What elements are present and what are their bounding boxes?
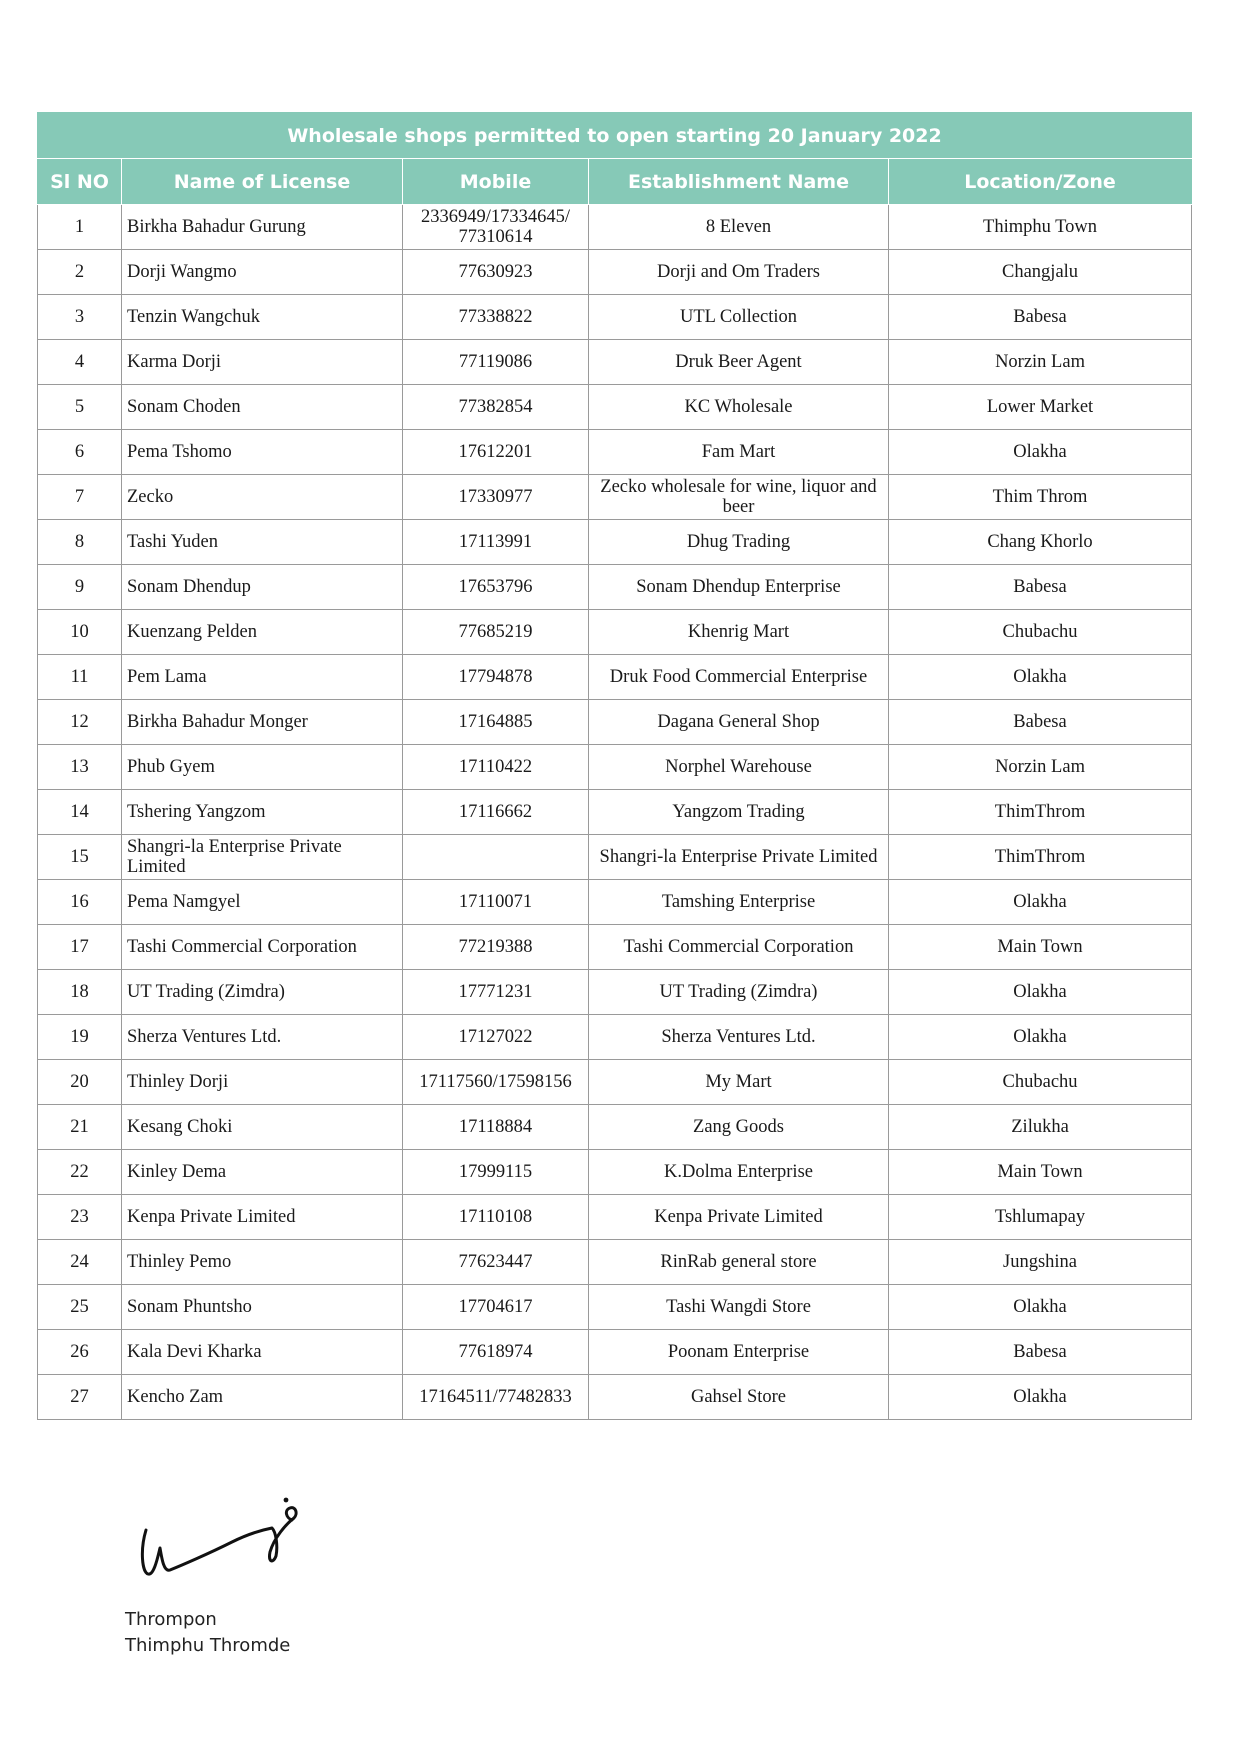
cell-name-of-license: Phub Gyem bbox=[122, 745, 403, 790]
cell-establishment-name: Zecko wholesale for wine, liquor and beer bbox=[589, 475, 889, 520]
cell-location-zone: Olakha bbox=[889, 1285, 1192, 1330]
cell-mobile: 77219388 bbox=[403, 925, 589, 970]
cell-location-zone: Main Town bbox=[889, 1150, 1192, 1195]
cell-mobile: 17110071 bbox=[403, 880, 589, 925]
cell-establishment-name: Poonam Enterprise bbox=[589, 1330, 889, 1375]
cell-mobile: 17164885 bbox=[403, 700, 589, 745]
cell-name-of-license: Kenpa Private Limited bbox=[122, 1195, 403, 1240]
cell-location-zone: Babesa bbox=[889, 700, 1192, 745]
cell-sl-no: 1 bbox=[38, 205, 122, 250]
cell-sl-no: 19 bbox=[38, 1015, 122, 1060]
cell-location-zone: Changjalu bbox=[889, 250, 1192, 295]
header-location-zone: Location/Zone bbox=[889, 159, 1192, 205]
table-row bbox=[38, 385, 1192, 430]
cell-mobile: 17110108 bbox=[403, 1195, 589, 1240]
cell-location-zone: Zilukha bbox=[889, 1105, 1192, 1150]
cell-sl-no: 15 bbox=[38, 835, 122, 880]
cell-sl-no: 25 bbox=[38, 1285, 122, 1330]
cell-sl-no: 10 bbox=[38, 610, 122, 655]
header-mobile: Mobile bbox=[403, 159, 589, 205]
cell-establishment-name: Sonam Dhendup Enterprise bbox=[589, 565, 889, 610]
cell-establishment-name: Tashi Wangdi Store bbox=[589, 1285, 889, 1330]
cell-name-of-license: Sonam Dhendup bbox=[122, 565, 403, 610]
cell-establishment-name: Tashi Commercial Corporation bbox=[589, 925, 889, 970]
cell-sl-no: 26 bbox=[38, 1330, 122, 1375]
table-title-row bbox=[38, 113, 1192, 159]
cell-establishment-name: Druk Beer Agent bbox=[589, 340, 889, 385]
cell-sl-no: 3 bbox=[38, 295, 122, 340]
cell-location-zone: Jungshina bbox=[889, 1240, 1192, 1285]
cell-name-of-license: Kala Devi Kharka bbox=[122, 1330, 403, 1375]
cell-location-zone: Chubachu bbox=[889, 1060, 1192, 1105]
table-row bbox=[38, 970, 1192, 1015]
cell-location-zone: Olakha bbox=[889, 1375, 1192, 1420]
header-establishment-name: Establishment Name bbox=[589, 159, 889, 205]
cell-establishment-name: Zang Goods bbox=[589, 1105, 889, 1150]
cell-sl-no: 23 bbox=[38, 1195, 122, 1240]
cell-sl-no: 24 bbox=[38, 1240, 122, 1285]
signatory-office: Thimphu Thromde bbox=[125, 1635, 291, 1656]
cell-name-of-license: Shangri-la Enterprise Private Limited bbox=[122, 835, 403, 880]
cell-sl-no: 21 bbox=[38, 1105, 122, 1150]
table-row bbox=[38, 1015, 1192, 1060]
cell-name-of-license: Thinley Pemo bbox=[122, 1240, 403, 1285]
cell-location-zone: Norzin Lam bbox=[889, 745, 1192, 790]
table-row bbox=[38, 700, 1192, 745]
cell-mobile: 77382854 bbox=[403, 385, 589, 430]
cell-location-zone: Olakha bbox=[889, 655, 1192, 700]
table-row bbox=[38, 1240, 1192, 1285]
cell-mobile: 77119086 bbox=[403, 340, 589, 385]
cell-mobile: 17794878 bbox=[403, 655, 589, 700]
cell-mobile bbox=[403, 835, 589, 880]
cell-mobile: 17704617 bbox=[403, 1285, 589, 1330]
table-row bbox=[38, 430, 1192, 475]
table-row bbox=[38, 520, 1192, 565]
header-name-of-license: Name of License bbox=[122, 159, 403, 205]
cell-sl-no: 14 bbox=[38, 790, 122, 835]
cell-mobile: 2336949/17334645/ 77310614 bbox=[403, 205, 589, 250]
cell-sl-no: 4 bbox=[38, 340, 122, 385]
cell-establishment-name: My Mart bbox=[589, 1060, 889, 1105]
cell-mobile: 17117560/17598156 bbox=[403, 1060, 589, 1105]
cell-name-of-license: Tashi Commercial Corporation bbox=[122, 925, 403, 970]
cell-establishment-name: Fam Mart bbox=[589, 430, 889, 475]
cell-sl-no: 20 bbox=[38, 1060, 122, 1105]
cell-sl-no: 13 bbox=[38, 745, 122, 790]
cell-mobile: 17164511/77482833 bbox=[403, 1375, 589, 1420]
table-title: Wholesale shops permitted to open starting 20 January 2022 bbox=[38, 113, 1192, 159]
cell-establishment-name: Dhug Trading bbox=[589, 520, 889, 565]
cell-location-zone: Olakha bbox=[889, 970, 1192, 1015]
table-row bbox=[38, 610, 1192, 655]
cell-name-of-license: Pema Tshomo bbox=[122, 430, 403, 475]
cell-sl-no: 11 bbox=[38, 655, 122, 700]
cell-sl-no: 5 bbox=[38, 385, 122, 430]
cell-mobile: 17116662 bbox=[403, 790, 589, 835]
table-row bbox=[38, 1330, 1192, 1375]
cell-location-zone: Chang Khorlo bbox=[889, 520, 1192, 565]
table-row bbox=[38, 745, 1192, 790]
table-body bbox=[38, 205, 1192, 1420]
table-row bbox=[38, 340, 1192, 385]
cell-mobile: 17118884 bbox=[403, 1105, 589, 1150]
cell-sl-no: 18 bbox=[38, 970, 122, 1015]
cell-mobile: 77618974 bbox=[403, 1330, 589, 1375]
cell-name-of-license: Thinley Dorji bbox=[122, 1060, 403, 1105]
cell-establishment-name: Druk Food Commercial Enterprise bbox=[589, 655, 889, 700]
cell-mobile: 17110422 bbox=[403, 745, 589, 790]
cell-mobile: 77685219 bbox=[403, 610, 589, 655]
cell-establishment-name: UT Trading (Zimdra) bbox=[589, 970, 889, 1015]
cell-name-of-license: Birkha Bahadur Gurung bbox=[122, 205, 403, 250]
cell-establishment-name: Yangzom Trading bbox=[589, 790, 889, 835]
cell-name-of-license: Pema Namgyel bbox=[122, 880, 403, 925]
signature-mark bbox=[136, 1490, 316, 1590]
cell-name-of-license: Dorji Wangmo bbox=[122, 250, 403, 295]
signatory-block bbox=[125, 1607, 290, 1659]
table-row bbox=[38, 655, 1192, 700]
cell-mobile: 77623447 bbox=[403, 1240, 589, 1285]
cell-name-of-license: Kesang Choki bbox=[122, 1105, 403, 1150]
cell-location-zone: Olakha bbox=[889, 880, 1192, 925]
table-row bbox=[38, 1150, 1192, 1195]
cell-name-of-license: Sonam Choden bbox=[122, 385, 403, 430]
cell-location-zone: Thim Throm bbox=[889, 475, 1192, 520]
cell-establishment-name: Norphel Warehouse bbox=[589, 745, 889, 790]
table-row bbox=[38, 880, 1192, 925]
table-row bbox=[38, 1195, 1192, 1240]
cell-location-zone: Babesa bbox=[889, 1330, 1192, 1375]
cell-name-of-license: Sonam Phuntsho bbox=[122, 1285, 403, 1330]
cell-mobile: 17127022 bbox=[403, 1015, 589, 1060]
cell-location-zone: ThimThrom bbox=[889, 790, 1192, 835]
cell-name-of-license: Karma Dorji bbox=[122, 340, 403, 385]
cell-location-zone: Babesa bbox=[889, 295, 1192, 340]
table-row bbox=[38, 835, 1192, 880]
table-row bbox=[38, 565, 1192, 610]
cell-establishment-name: Shangri-la Enterprise Private Limited bbox=[589, 835, 889, 880]
cell-sl-no: 7 bbox=[38, 475, 122, 520]
cell-location-zone: Tshlumapay bbox=[889, 1195, 1192, 1240]
cell-establishment-name: Tamshing Enterprise bbox=[589, 880, 889, 925]
cell-location-zone: Babesa bbox=[889, 565, 1192, 610]
cell-name-of-license: Kuenzang Pelden bbox=[122, 610, 403, 655]
cell-establishment-name: UTL Collection bbox=[589, 295, 889, 340]
table-row bbox=[38, 1285, 1192, 1330]
cell-mobile: 17771231 bbox=[403, 970, 589, 1015]
cell-sl-no: 9 bbox=[38, 565, 122, 610]
table-row bbox=[38, 475, 1192, 520]
cell-name-of-license: Kinley Dema bbox=[122, 1150, 403, 1195]
cell-mobile: 17612201 bbox=[403, 430, 589, 475]
table-row bbox=[38, 925, 1192, 970]
table-row bbox=[38, 1375, 1192, 1420]
cell-establishment-name: Khenrig Mart bbox=[589, 610, 889, 655]
cell-sl-no: 12 bbox=[38, 700, 122, 745]
cell-name-of-license: Birkha Bahadur Monger bbox=[122, 700, 403, 745]
table-row bbox=[38, 250, 1192, 295]
cell-sl-no: 22 bbox=[38, 1150, 122, 1195]
cell-establishment-name: Gahsel Store bbox=[589, 1375, 889, 1420]
cell-location-zone: Lower Market bbox=[889, 385, 1192, 430]
header-sl-no: Sl NO bbox=[38, 159, 122, 205]
cell-establishment-name: RinRab general store bbox=[589, 1240, 889, 1285]
cell-location-zone: Thimphu Town bbox=[889, 205, 1192, 250]
cell-location-zone: Olakha bbox=[889, 1015, 1192, 1060]
table-row bbox=[38, 790, 1192, 835]
cell-establishment-name: Dorji and Om Traders bbox=[589, 250, 889, 295]
cell-mobile: 17113991 bbox=[403, 520, 589, 565]
cell-sl-no: 16 bbox=[38, 880, 122, 925]
cell-establishment-name: 8 Eleven bbox=[589, 205, 889, 250]
cell-establishment-name: Dagana General Shop bbox=[589, 700, 889, 745]
cell-name-of-license: Kencho Zam bbox=[122, 1375, 403, 1420]
cell-name-of-license: Sherza Ventures Ltd. bbox=[122, 1015, 403, 1060]
cell-mobile: 17999115 bbox=[403, 1150, 589, 1195]
cell-name-of-license: Zecko bbox=[122, 475, 403, 520]
cell-mobile: 77630923 bbox=[403, 250, 589, 295]
table-row bbox=[38, 1060, 1192, 1105]
cell-sl-no: 8 bbox=[38, 520, 122, 565]
wholesale-shops-table bbox=[37, 112, 1192, 1420]
cell-establishment-name: Sherza Ventures Ltd. bbox=[589, 1015, 889, 1060]
cell-mobile: 77338822 bbox=[403, 295, 589, 340]
cell-sl-no: 27 bbox=[38, 1375, 122, 1420]
cell-sl-no: 17 bbox=[38, 925, 122, 970]
cell-location-zone: ThimThrom bbox=[889, 835, 1192, 880]
cell-location-zone: Main Town bbox=[889, 925, 1192, 970]
table-row bbox=[38, 1105, 1192, 1150]
table-row bbox=[38, 295, 1192, 340]
cell-location-zone: Chubachu bbox=[889, 610, 1192, 655]
table-row bbox=[38, 205, 1192, 250]
signatory-title: Thrompon bbox=[125, 1609, 217, 1630]
cell-mobile: 17653796 bbox=[403, 565, 589, 610]
cell-establishment-name: K.Dolma Enterprise bbox=[589, 1150, 889, 1195]
cell-name-of-license: Tashi Yuden bbox=[122, 520, 403, 565]
cell-sl-no: 6 bbox=[38, 430, 122, 475]
cell-name-of-license: Tenzin Wangchuk bbox=[122, 295, 403, 340]
cell-name-of-license: Tshering Yangzom bbox=[122, 790, 403, 835]
cell-location-zone: Norzin Lam bbox=[889, 340, 1192, 385]
cell-establishment-name: Kenpa Private Limited bbox=[589, 1195, 889, 1240]
cell-location-zone: Olakha bbox=[889, 430, 1192, 475]
cell-name-of-license: UT Trading (Zimdra) bbox=[122, 970, 403, 1015]
table-header-row bbox=[38, 159, 1192, 205]
cell-name-of-license: Pem Lama bbox=[122, 655, 403, 700]
cell-establishment-name: KC Wholesale bbox=[589, 385, 889, 430]
cell-mobile: 17330977 bbox=[403, 475, 589, 520]
cell-sl-no: 2 bbox=[38, 250, 122, 295]
